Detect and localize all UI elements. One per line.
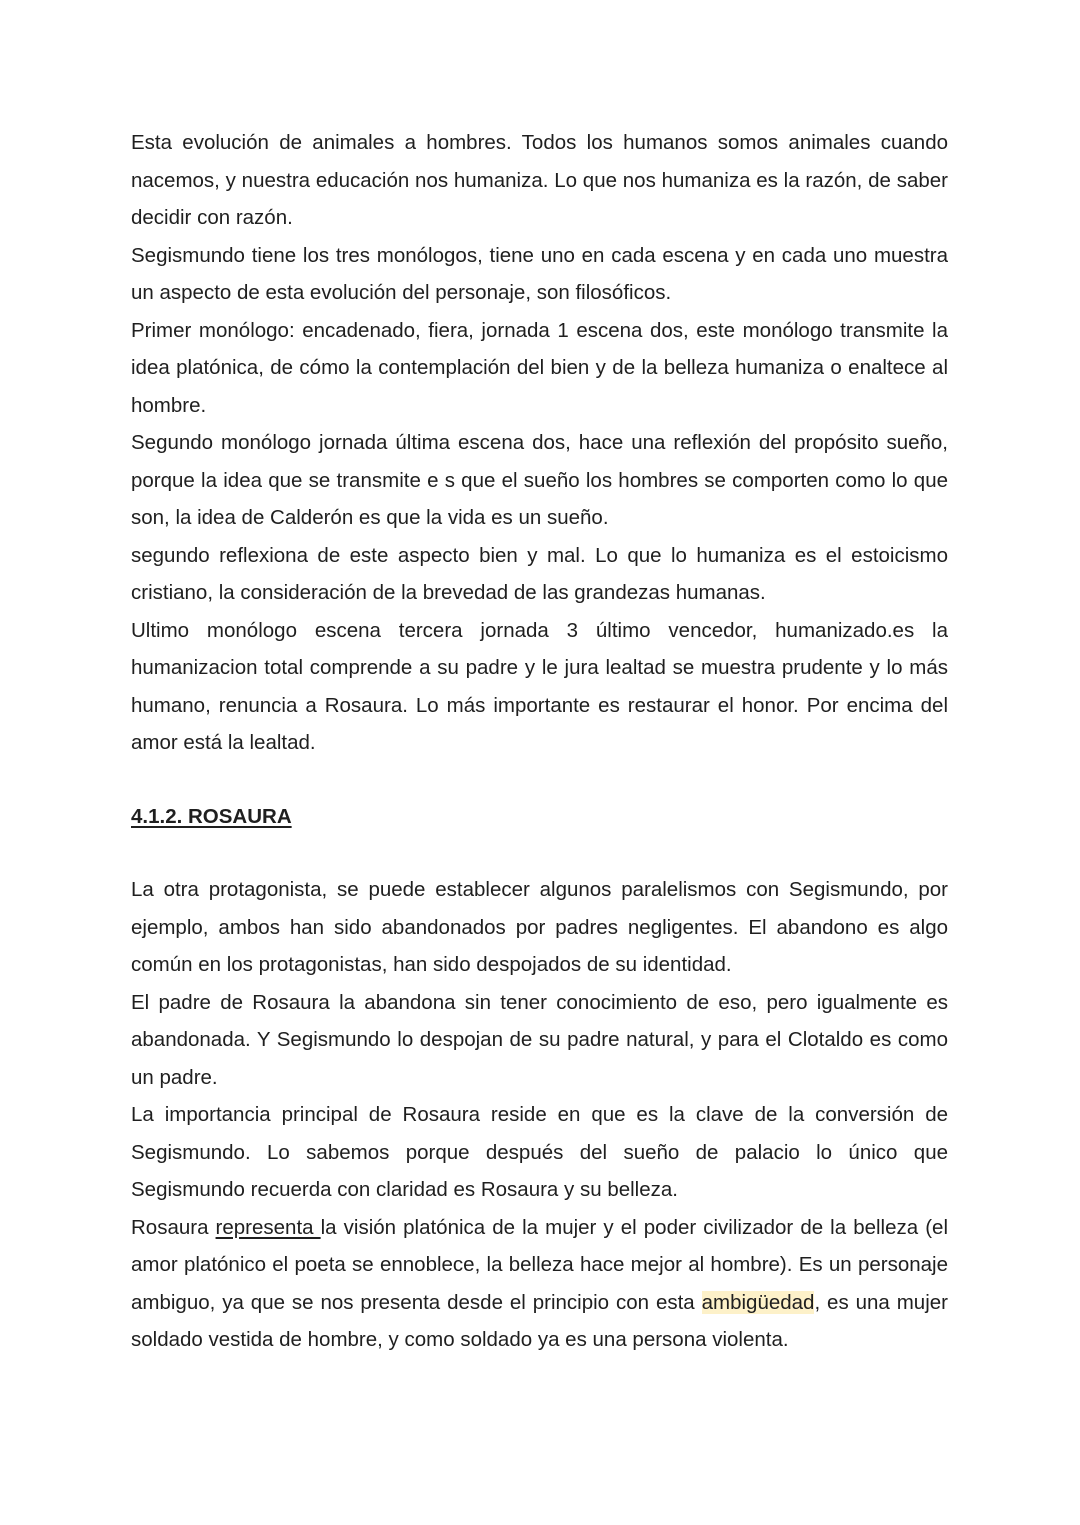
paragraph-evolution: Esta evolución de animales a hombres. Todos los humanos somos animales cuando nacemos, y nuestra educación nos humaniza. Lo que nos humaniza es la razón, de saber decidir con razón. [131,131,948,229]
paragraph-good-and-evil: segundo reflexiona de este aspecto bien y mal. Lo que lo humaniza es el estoicismo cristiano, la consideración de la brevedad de las grandezas humanas. [131,543,948,604]
paragraph-second-monologue: Segundo monólogo jornada última escena dos, hace una reflexión del propósito sueño, porque la idea que se transmite e s que el sueño los hombres se comporten como lo que son, la idea de Calderón es que la vida es un sueño. [131,431,948,529]
highlighted-word: ambigüedad [701,1290,815,1314]
paragraph-last-monologue: Ultimo monólogo escena tercera jornada 3 último vencedor, humanizado.es la humanizacion total comprende a su padre y le jura lealtad se muestra prudente y lo más humano, renuncia a Rosaura. Lo más importante es restaurar el honor. Por encima del amor está la lealtad. [131,618,948,754]
underlined-word: representa [215,1215,321,1239]
paragraph-rosaura-importance: La importancia principal de Rosaura reside en que es la clave de la conversión de Segismundo. Lo sabemos porque después del sueño de palacio lo único que Segismundo recuerda con claridad es Rosaura y su belleza. [131,1103,948,1201]
text-run: la visión platónica de la mujer y el poder civilizador de la belleza (el amor platónico el poeta se ennoblece, la belleza hace mejor al hombre). Es un personaje ambiguo, ya que se nos presenta desde el principio con esta [131,1215,949,1314]
text-run: Rosaura [131,1215,216,1239]
paragraph-first-monologue: Primer monólogo: encadenado, fiera, jornada 1 escena dos, este monólogo transmite la idea platónica, de cómo la contemplación del bien y de la belleza humaniza o enaltece al hombre. [131,318,948,417]
section-heading-rosaura: 4.1.2. ROSAURA [131,804,292,828]
paragraph-rosaura-father: El padre de Rosaura la abandona sin tener conocimiento de eso, pero igualmente es abandonada. Y Segismundo lo despojan de su padre natural, y para el Clotaldo es como un padre. [131,990,948,1089]
document-page [131,124,948,1359]
paragraph-rosaura-represents [131,1209,948,1359]
paragraph-other-protagonist: La otra protagonista, se puede establecer algunos paralelismos con Segismundo, por ejemplo, ambos han sido abandonados por padres negligentes. El abandono es algo común en los protagonistas, han sido despojados de su identidad. [131,878,948,976]
text-run: , es una mujer soldado vestida de hombre, y como soldado ya es una persona violenta. [131,1290,948,1351]
paragraph-three-monologues: Segismundo tiene los tres monólogos, tiene uno en cada escena y en cada uno muestra un aspecto de esta evolución del personaje, son filosóficos. [131,243,948,304]
